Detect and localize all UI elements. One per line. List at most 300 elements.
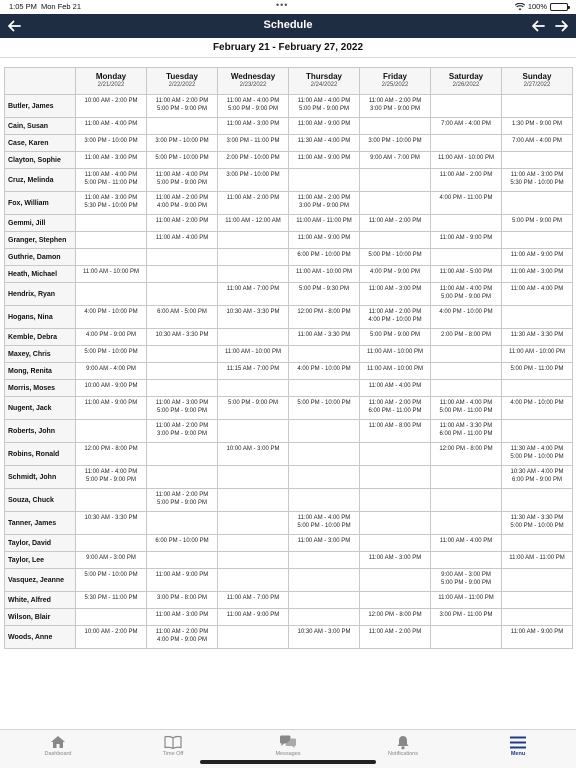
shift-cell[interactable] xyxy=(431,592,502,609)
shift-cell[interactable] xyxy=(218,626,289,649)
shift-cell[interactable] xyxy=(289,489,360,512)
shift-cell[interactable] xyxy=(147,215,218,232)
shift-cell[interactable] xyxy=(218,569,289,592)
shift-cell[interactable] xyxy=(502,232,573,249)
shift-time: 1:30 PM - 9:00 PM xyxy=(511,121,563,127)
shift-time: 11:30 AM - 3:30 PM xyxy=(510,332,564,338)
shift-cell[interactable] xyxy=(218,420,289,443)
employee-name[interactable]: Butler, James xyxy=(5,95,76,118)
shift-cell[interactable] xyxy=(147,135,218,152)
shift-cell[interactable] xyxy=(289,232,360,249)
shift-cell[interactable] xyxy=(147,552,218,569)
shift-cell[interactable] xyxy=(147,249,218,266)
shift-time: 4:00 PM - 10:00 PM xyxy=(510,400,564,406)
shift-cell[interactable] xyxy=(76,329,147,346)
shift-cell[interactable] xyxy=(218,169,289,192)
table-row xyxy=(5,249,573,266)
shift-cell[interactable] xyxy=(218,552,289,569)
shift-cell[interactable] xyxy=(431,489,502,512)
shift-time: 5:00 PM - 10:00 PM xyxy=(297,400,351,406)
shift-cell[interactable] xyxy=(431,169,502,192)
shift-cell[interactable] xyxy=(147,152,218,169)
tab-notifications[interactable] xyxy=(363,733,443,757)
shift-time: 5:00 PM - 9:00 PM xyxy=(369,332,421,338)
shift-cell[interactable] xyxy=(502,118,573,135)
next-week-arrow-icon[interactable] xyxy=(553,17,571,35)
employee-name[interactable]: Hendrix, Ryan xyxy=(5,283,76,306)
wifi-icon xyxy=(515,3,525,11)
shift-cell[interactable] xyxy=(218,329,289,346)
shift-cell[interactable] xyxy=(218,192,289,215)
shift-cell[interactable] xyxy=(76,552,147,569)
shift-cell[interactable] xyxy=(147,266,218,283)
shift-time: 11:00 AM - 4:00 PM xyxy=(155,235,209,241)
employee-name[interactable]: Cain, Susan xyxy=(5,118,76,135)
shift-cell[interactable] xyxy=(431,283,502,306)
shift-cell[interactable] xyxy=(360,95,431,118)
shift-time: 11:00 AM - 2:00 PM xyxy=(368,629,422,635)
shift-cell[interactable] xyxy=(218,443,289,466)
shift-time: 10:00 AM - 9:00 PM xyxy=(84,383,138,389)
shift-cell[interactable] xyxy=(76,192,147,215)
shift-cell[interactable] xyxy=(218,118,289,135)
shift-cell[interactable] xyxy=(431,329,502,346)
shift-cell[interactable] xyxy=(431,118,502,135)
shift-cell[interactable] xyxy=(76,397,147,420)
shift-cell[interactable] xyxy=(431,215,502,232)
shift-time: 11:00 AM - 9:00 PM xyxy=(84,400,138,406)
shift-time: 11:30 AM - 3:30 PM xyxy=(510,515,564,521)
shift-cell[interactable] xyxy=(289,552,360,569)
table-row xyxy=(5,152,573,169)
shift-cell[interactable] xyxy=(76,466,147,489)
shift-cell[interactable] xyxy=(289,215,360,232)
shift-cell[interactable] xyxy=(289,512,360,535)
previous-week-arrow-icon[interactable] xyxy=(529,17,547,35)
shift-cell[interactable] xyxy=(502,420,573,443)
shift-cell[interactable] xyxy=(431,266,502,283)
shift-cell[interactable] xyxy=(502,152,573,169)
shift-cell[interactable] xyxy=(431,380,502,397)
shift-cell[interactable] xyxy=(360,535,431,552)
shift-cell[interactable] xyxy=(76,118,147,135)
shift-cell[interactable] xyxy=(76,569,147,592)
shift-cell[interactable] xyxy=(76,626,147,649)
shift-cell[interactable] xyxy=(431,363,502,380)
shift-time: 11:15 AM - 7:00 PM xyxy=(226,366,280,372)
shift-cell[interactable] xyxy=(76,443,147,466)
employee-name[interactable]: Vasquez, Jeanne xyxy=(5,569,76,592)
shift-cell[interactable] xyxy=(76,283,147,306)
table-row xyxy=(5,489,573,512)
shift-cell[interactable] xyxy=(502,135,573,152)
shift-cell[interactable] xyxy=(502,397,573,420)
shift-cell[interactable] xyxy=(218,266,289,283)
shift-cell[interactable] xyxy=(147,466,218,489)
shift-cell[interactable] xyxy=(289,609,360,626)
shift-time: 11:00 AM - 3:00 PM xyxy=(226,121,280,127)
shift-cell[interactable] xyxy=(218,609,289,626)
shift-cell[interactable] xyxy=(218,249,289,266)
employee-name[interactable]: White, Alfred xyxy=(5,592,76,609)
shift-cell[interactable] xyxy=(431,552,502,569)
shift-time: 5:00 PM - 10:00 PM xyxy=(297,523,351,529)
shift-time: 5:00 PM - 10:00 PM xyxy=(510,523,564,529)
shift-cell[interactable] xyxy=(289,266,360,283)
employee-name[interactable]: Roberts, John xyxy=(5,420,76,443)
shift-cell[interactable] xyxy=(76,535,147,552)
shift-cell[interactable] xyxy=(289,397,360,420)
shift-cell[interactable] xyxy=(289,535,360,552)
shift-time: 7:00 AM - 4:00 PM xyxy=(512,138,562,144)
shift-cell[interactable] xyxy=(76,152,147,169)
employee-name[interactable]: Gemmi, Jill xyxy=(5,215,76,232)
shift-time: 11:00 AM - 10:00 PM xyxy=(83,269,139,275)
shift-time: 5:00 PM - 11:00 PM xyxy=(84,180,138,186)
shift-cell[interactable] xyxy=(502,569,573,592)
shift-cell[interactable] xyxy=(76,420,147,443)
shift-cell[interactable] xyxy=(147,443,218,466)
shift-cell[interactable] xyxy=(218,363,289,380)
employee-name[interactable]: Wilson, Blair xyxy=(5,609,76,626)
shift-time: 11:00 AM - 12:00 AM xyxy=(225,218,281,224)
employee-name[interactable]: Robins, Ronald xyxy=(5,443,76,466)
shift-cell[interactable] xyxy=(431,569,502,592)
shift-cell[interactable] xyxy=(147,192,218,215)
employee-name[interactable]: Mong, Renita xyxy=(5,363,76,380)
table-row xyxy=(5,466,573,489)
shift-time: 11:00 AM - 3:00 PM xyxy=(155,612,209,618)
employee-name[interactable]: Cruz, Melinda xyxy=(5,169,76,192)
home-indicator[interactable] xyxy=(200,760,376,764)
shift-time: 11:00 AM - 4:00 PM xyxy=(439,400,493,406)
shift-cell[interactable] xyxy=(502,380,573,397)
shift-time: 11:00 AM - 9:00 PM xyxy=(510,629,564,635)
shift-cell[interactable] xyxy=(502,552,573,569)
shift-cell[interactable] xyxy=(147,283,218,306)
shift-cell[interactable] xyxy=(431,626,502,649)
shift-cell[interactable] xyxy=(147,363,218,380)
shift-cell[interactable] xyxy=(218,215,289,232)
day-header-monday xyxy=(76,68,147,95)
shift-cell[interactable] xyxy=(147,420,218,443)
shift-cell[interactable] xyxy=(289,152,360,169)
table-row xyxy=(5,609,573,626)
shift-cell[interactable] xyxy=(431,466,502,489)
shift-time: 11:00 AM - 9:00 PM xyxy=(297,155,351,161)
shift-cell[interactable] xyxy=(76,266,147,283)
shift-time: 11:00 AM - 3:00 PM xyxy=(368,555,422,561)
shift-cell[interactable] xyxy=(289,626,360,649)
shift-cell[interactable] xyxy=(147,626,218,649)
shift-cell[interactable] xyxy=(502,512,573,535)
shift-cell[interactable] xyxy=(289,380,360,397)
shift-cell[interactable] xyxy=(360,466,431,489)
shift-cell[interactable] xyxy=(218,232,289,249)
shift-cell[interactable] xyxy=(360,443,431,466)
shift-cell[interactable] xyxy=(431,512,502,535)
shift-cell[interactable] xyxy=(502,95,573,118)
shift-cell[interactable] xyxy=(289,443,360,466)
shift-cell[interactable] xyxy=(289,192,360,215)
shift-time: 9:00 AM - 4:00 PM xyxy=(86,366,136,372)
shift-time: 3:00 PM - 11:00 PM xyxy=(439,612,493,618)
shift-cell[interactable] xyxy=(431,346,502,363)
shift-cell[interactable] xyxy=(431,95,502,118)
shift-cell[interactable] xyxy=(218,346,289,363)
shift-time: 5:00 PM - 9:00 PM xyxy=(298,106,350,112)
shift-cell[interactable] xyxy=(147,95,218,118)
tab-messages[interactable] xyxy=(248,733,328,757)
shift-cell[interactable] xyxy=(360,135,431,152)
shift-cell[interactable] xyxy=(289,420,360,443)
shift-cell[interactable] xyxy=(431,152,502,169)
shift-time: 11:00 AM - 2:00 PM xyxy=(155,218,209,224)
shift-cell[interactable] xyxy=(502,363,573,380)
shift-cell[interactable] xyxy=(218,535,289,552)
shift-cell[interactable] xyxy=(360,306,431,329)
shift-cell[interactable] xyxy=(218,592,289,609)
shift-cell[interactable] xyxy=(360,232,431,249)
shift-cell[interactable] xyxy=(502,266,573,283)
shift-cell[interactable] xyxy=(360,266,431,283)
shift-cell[interactable] xyxy=(289,363,360,380)
shift-cell[interactable] xyxy=(360,397,431,420)
shift-cell[interactable] xyxy=(218,283,289,306)
shift-time: 11:00 AM - 11:00 PM xyxy=(438,595,494,601)
shift-cell[interactable] xyxy=(502,626,573,649)
shift-cell[interactable] xyxy=(147,118,218,135)
shift-cell[interactable] xyxy=(431,443,502,466)
shift-cell[interactable] xyxy=(147,609,218,626)
shift-cell[interactable] xyxy=(431,232,502,249)
shift-cell[interactable] xyxy=(360,420,431,443)
battery-icon xyxy=(550,3,568,11)
shift-time: 12:00 PM - 8:00 PM xyxy=(297,309,351,315)
shift-cell[interactable] xyxy=(76,306,147,329)
shift-cell[interactable] xyxy=(289,569,360,592)
shift-cell[interactable] xyxy=(147,329,218,346)
shift-cell[interactable] xyxy=(289,95,360,118)
shift-cell[interactable] xyxy=(147,169,218,192)
shift-cell[interactable] xyxy=(502,466,573,489)
shift-cell[interactable] xyxy=(360,283,431,306)
shift-cell[interactable] xyxy=(360,152,431,169)
shift-time: 7:00 AM - 4:00 PM xyxy=(441,121,491,127)
shift-cell[interactable] xyxy=(360,552,431,569)
tab-dashboard[interactable] xyxy=(18,733,98,757)
shift-cell[interactable] xyxy=(502,306,573,329)
shift-cell[interactable] xyxy=(360,592,431,609)
shift-cell[interactable] xyxy=(431,192,502,215)
shift-time: 11:00 AM - 4:00 PM xyxy=(297,98,351,104)
shift-cell[interactable] xyxy=(502,592,573,609)
shift-time: 3:00 PM - 10:00 PM xyxy=(368,138,422,144)
shift-cell[interactable] xyxy=(76,249,147,266)
employee-name[interactable]: Nugent, Jack xyxy=(5,397,76,420)
shift-time: 5:00 PM - 9:00 PM xyxy=(156,106,208,112)
shift-cell[interactable] xyxy=(289,592,360,609)
shift-cell[interactable] xyxy=(360,215,431,232)
shift-time: 5:00 PM - 9:00 PM xyxy=(156,408,208,414)
shift-cell[interactable] xyxy=(76,232,147,249)
shift-cell[interactable] xyxy=(218,135,289,152)
employee-name[interactable]: Clayton, Sophie xyxy=(5,152,76,169)
shift-cell[interactable] xyxy=(76,215,147,232)
employee-name[interactable]: Guthrie, Damon xyxy=(5,249,76,266)
shift-cell[interactable] xyxy=(360,626,431,649)
shift-cell[interactable] xyxy=(360,192,431,215)
shift-cell[interactable] xyxy=(76,592,147,609)
shift-time: 10:30 AM - 3:30 PM xyxy=(226,309,280,315)
tab-menu-label: Menu xyxy=(510,751,526,757)
multitasking-dots-icon[interactable]: ••• xyxy=(276,0,289,10)
shift-cell[interactable] xyxy=(360,169,431,192)
shift-cell[interactable] xyxy=(147,512,218,535)
shift-cell[interactable] xyxy=(218,95,289,118)
shift-cell[interactable] xyxy=(147,569,218,592)
shift-cell[interactable] xyxy=(218,380,289,397)
shift-cell[interactable] xyxy=(289,135,360,152)
shift-cell[interactable] xyxy=(147,489,218,512)
shift-time: 11:00 AM - 2:00 PM xyxy=(155,98,209,104)
shift-cell[interactable] xyxy=(431,306,502,329)
shift-cell[interactable] xyxy=(289,283,360,306)
employee-name[interactable]: Granger, Stephen xyxy=(5,232,76,249)
shift-cell[interactable] xyxy=(147,232,218,249)
table-row xyxy=(5,346,573,363)
shift-time: 11:00 AM - 4:00 PM xyxy=(510,286,564,292)
shift-cell[interactable] xyxy=(502,535,573,552)
shift-cell[interactable] xyxy=(360,346,431,363)
shift-cell[interactable] xyxy=(502,489,573,512)
shift-time: 11:00 AM - 10:00 PM xyxy=(296,269,352,275)
shift-cell[interactable] xyxy=(218,512,289,535)
shift-time: 11:00 AM - 10:00 PM xyxy=(225,349,281,355)
shift-cell[interactable] xyxy=(502,329,573,346)
shift-cell[interactable] xyxy=(360,329,431,346)
shift-cell[interactable] xyxy=(360,118,431,135)
shift-time: 10:00 AM - 3:00 PM xyxy=(226,446,280,452)
shift-time: 11:00 AM - 10:00 PM xyxy=(367,349,423,355)
tab-menu[interactable] xyxy=(478,733,558,757)
shift-cell[interactable] xyxy=(431,420,502,443)
shift-cell[interactable] xyxy=(431,609,502,626)
shift-time: 5:00 PM - 11:00 PM xyxy=(510,366,564,372)
shift-cell[interactable] xyxy=(502,215,573,232)
day-header-saturday xyxy=(431,68,502,95)
shift-cell[interactable] xyxy=(360,609,431,626)
employee-name[interactable]: Souza, Chuck xyxy=(5,489,76,512)
shift-cell[interactable] xyxy=(289,169,360,192)
employee-name[interactable]: Taylor, Lee xyxy=(5,552,76,569)
employee-name[interactable]: Hogans, Nina xyxy=(5,306,76,329)
shift-time: 6:00 PM - 10:00 PM xyxy=(297,252,351,258)
shift-cell[interactable] xyxy=(289,249,360,266)
shift-time: 6:00 PM - 11:00 PM xyxy=(368,408,422,414)
shift-cell[interactable] xyxy=(431,397,502,420)
shift-cell[interactable] xyxy=(147,306,218,329)
shift-cell[interactable] xyxy=(431,249,502,266)
shift-time: 12:00 PM - 8:00 PM xyxy=(84,446,138,452)
shift-cell[interactable] xyxy=(431,135,502,152)
shift-cell[interactable] xyxy=(76,489,147,512)
employee-name[interactable]: Maxey, Chris xyxy=(5,346,76,363)
shift-time: 11:00 AM - 3:00 PM xyxy=(297,538,351,544)
shift-cell[interactable] xyxy=(147,380,218,397)
battery-percent: 100% xyxy=(527,2,547,11)
employee-name[interactable]: Morris, Moses xyxy=(5,380,76,397)
shift-cell[interactable] xyxy=(289,118,360,135)
shift-cell[interactable] xyxy=(289,346,360,363)
shift-cell[interactable] xyxy=(360,249,431,266)
shift-cell[interactable] xyxy=(218,306,289,329)
shift-cell[interactable] xyxy=(289,329,360,346)
table-row xyxy=(5,283,573,306)
shift-cell[interactable] xyxy=(360,569,431,592)
employee-name[interactable]: Fox, William xyxy=(5,192,76,215)
shift-time: 4:00 PM - 10:00 PM xyxy=(84,309,138,315)
shift-cell[interactable] xyxy=(76,169,147,192)
shift-cell[interactable] xyxy=(218,397,289,420)
shift-cell[interactable] xyxy=(76,135,147,152)
shift-cell[interactable] xyxy=(502,192,573,215)
employee-name[interactable]: Woods, Anne xyxy=(5,626,76,649)
shift-cell[interactable] xyxy=(218,466,289,489)
shift-cell[interactable] xyxy=(502,169,573,192)
shift-cell[interactable] xyxy=(502,283,573,306)
shift-time: 11:00 AM - 7:00 PM xyxy=(226,286,280,292)
shift-cell[interactable] xyxy=(76,363,147,380)
shift-cell[interactable] xyxy=(360,363,431,380)
employee-name[interactable]: Kemble, Debra xyxy=(5,329,76,346)
shift-time: 4:00 PM - 9:00 PM xyxy=(156,203,208,209)
tab-time-off[interactable] xyxy=(133,733,213,757)
employee-name[interactable]: Schmidt, John xyxy=(5,466,76,489)
shift-cell[interactable] xyxy=(502,249,573,266)
shift-cell[interactable] xyxy=(502,443,573,466)
shift-cell[interactable] xyxy=(502,609,573,626)
shift-cell[interactable] xyxy=(76,512,147,535)
shift-cell[interactable] xyxy=(289,306,360,329)
shift-cell[interactable] xyxy=(360,512,431,535)
employee-name[interactable]: Heath, Michael xyxy=(5,266,76,283)
shift-cell[interactable] xyxy=(76,609,147,626)
shift-time: 6:00 PM - 11:00 PM xyxy=(439,431,493,437)
shift-cell[interactable] xyxy=(360,380,431,397)
employee-name[interactable]: Taylor, David xyxy=(5,535,76,552)
shift-cell[interactable] xyxy=(431,535,502,552)
shift-time: 5:00 PM - 11:00 PM xyxy=(439,408,493,414)
shift-cell[interactable] xyxy=(76,346,147,363)
shift-cell[interactable] xyxy=(289,466,360,489)
shift-cell[interactable] xyxy=(360,489,431,512)
shift-cell[interactable] xyxy=(76,380,147,397)
day-date: 2/26/2022 xyxy=(452,82,480,88)
table-row xyxy=(5,192,573,215)
shift-cell[interactable] xyxy=(218,489,289,512)
shift-cell[interactable] xyxy=(218,152,289,169)
shift-cell[interactable] xyxy=(147,592,218,609)
shift-time: 5:00 PM - 9:00 PM xyxy=(440,580,492,586)
shift-cell[interactable] xyxy=(502,346,573,363)
shift-cell[interactable] xyxy=(147,535,218,552)
shift-cell[interactable] xyxy=(76,95,147,118)
employee-name[interactable]: Tanner, James xyxy=(5,512,76,535)
shift-cell[interactable] xyxy=(147,346,218,363)
employee-name[interactable]: Case, Karen xyxy=(5,135,76,152)
shift-cell[interactable] xyxy=(147,397,218,420)
